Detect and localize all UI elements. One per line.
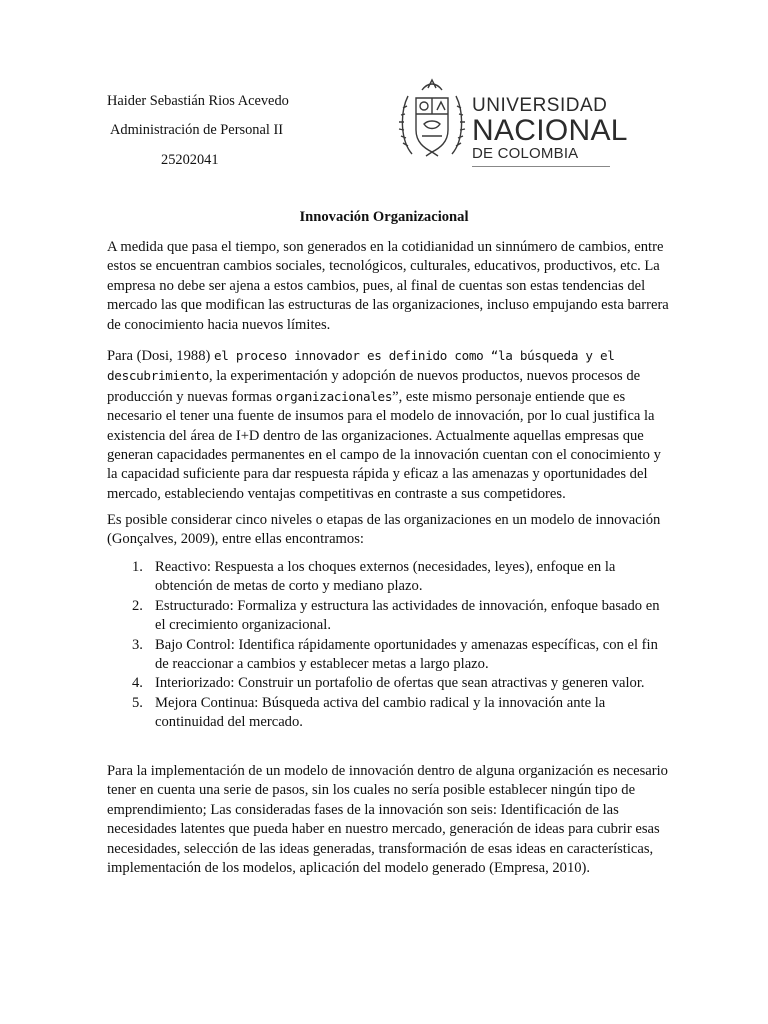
list-item bbox=[107, 597, 673, 636]
list-item-text: Interiorizado: Construir un portafolio de ofertas que sean atractivas y generen valor. bbox=[155, 675, 645, 692]
student-code: 25202041 bbox=[161, 152, 219, 168]
list-item-text: Estructurado: Formaliza y estructura las actividades de innovación, enfoque basado en el crecimiento organizacional. bbox=[155, 597, 660, 634]
paragraph-segment: ”, este mismo personaje entiende que es necesario el tener una fuente de insumos para el modelo de innovación, por lo cual justifica la existencia del área de I+D dentro de las organizaciones. Actualmente aquellas empresas que generan capacidades permanentes en el campo de la innovación cuentan con el conocimiento y la capacidad suficiente para dar respuesta rápida y eficaz a las amenazas y oportunidades del mercado, estableciendo ventajas competitivas en contraste a sus competidores. bbox=[107, 388, 661, 502]
list-number: 2. bbox=[132, 597, 143, 614]
paragraph-text: Para la implementación de un modelo de innovación dentro de alguna organización es necesario tener en cuenta una serie de pasos, sin los cuales no sería posible establecer ningún tipo de emprendimiento; Las consideradas fases de la innovación son seis: Identificación de las necesidades latentes que pueda haber en nuestro mercado, generación de ideas para cubrir esas necesidades, selección de las ideas generadas, transformación de esas ideas en características, implementación de los modelos, aplicación del modelo generado (Empresa, 2010). bbox=[107, 763, 668, 877]
list-item bbox=[107, 694, 673, 733]
logo-divider bbox=[472, 166, 610, 167]
author-name: Haider Sebastián Rios Acevedo bbox=[107, 93, 289, 109]
paragraph-text: Es posible considerar cinco niveles o etapas de las organizaciones en un modelo de innovación (Gonçalves, 2009), entre ellas encontramos: bbox=[107, 512, 661, 548]
paragraph-dosi bbox=[107, 346, 673, 504]
list-number: 5. bbox=[132, 694, 143, 711]
logo-line-colombia: DE COLOMBIA bbox=[472, 145, 579, 162]
list-item bbox=[107, 558, 673, 597]
list-number: 3. bbox=[132, 636, 143, 653]
paragraph-text: A medida que pasa el tiempo, son generados en la cotidianidad un sinnúmero de cambios, entre estos se encuentran cambios sociales, tecnológicos, culturales, educativos, productivos, etc. La empresa no debe ser ajena a estos cambios, pues, al final de cuentas son estas tendencias del mercado las que modifican las estructuras de las organizaciones, incluso empujando esta barrera de conocimiento hacia nuevos límites. bbox=[107, 239, 669, 333]
paragraph-levels-intro bbox=[107, 511, 673, 550]
paragraph-text bbox=[107, 346, 673, 504]
document-title: Innovación Organizacional bbox=[299, 209, 469, 225]
list-item-text: Reactivo: Respuesta a los choques externos (necesidades, leyes), enfoque en la obtención de metas de corto y mediano plazo. bbox=[155, 559, 616, 595]
paragraph-segment: Para (Dosi, 1988) bbox=[107, 348, 215, 364]
list-item bbox=[107, 674, 673, 693]
list-item bbox=[107, 636, 673, 675]
logo-wordmark bbox=[472, 96, 628, 162]
quoted-term: organizacionales bbox=[275, 388, 393, 404]
logo-line-nacional: NACIONAL bbox=[472, 114, 628, 147]
list-item-text: Bajo Control: Identifica rápidamente oportunidades y amenazas específicas, con el fin de reaccionar a cambios y establecer metas a largo plazo. bbox=[155, 636, 658, 673]
paragraph-intro bbox=[107, 238, 673, 335]
list-item-text: Mejora Continua: Búsqueda activa del cambio radical y la innovación ante la continuidad del mercado. bbox=[155, 694, 606, 731]
paragraph-segment: , la experimentación y adopción de nuevos productos, nuevos procesos de producción y nuevas formas bbox=[107, 368, 641, 405]
logo-line-universidad: UNIVERSIDAD bbox=[472, 95, 608, 116]
list-number: 1. bbox=[132, 559, 143, 575]
list-number: 4. bbox=[132, 675, 143, 692]
paragraph-phases bbox=[107, 762, 673, 878]
university-logo bbox=[398, 56, 628, 184]
quoted-definition: el proceso innovador es definido como “la búsqueda y el descubrimiento bbox=[107, 348, 615, 384]
university-coat-of-arms-icon bbox=[398, 76, 466, 162]
levels-list bbox=[107, 558, 673, 733]
course-name: Administración de Personal II bbox=[110, 122, 284, 138]
